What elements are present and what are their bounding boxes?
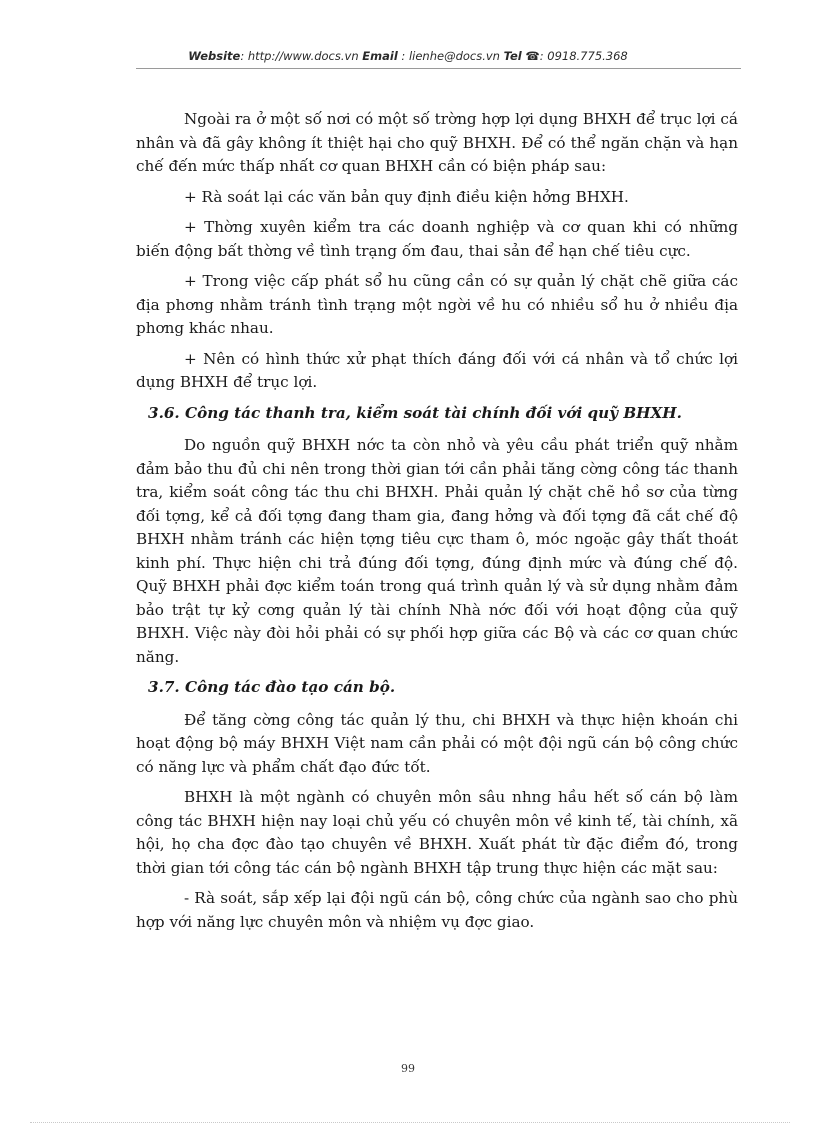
email-value: : lienhe@docs.vn	[401, 49, 500, 63]
document-body	[136, 108, 738, 941]
paragraph: Do nguồn quỹ BHXH nớc ta còn nhỏ và yêu cầu phát triển quỹ nhằm đảm bảo thu đủ chi nên trong thời gian tới cần phải tăng cờng công tác thanh tra, kiểm soát công tác thu chi BHXH. Phải quản lý chặt chẽ hồ sơ của từng đối tợng, kể cả đối tợng đang tham gia, đang hởng và đối tợng đã cắt chế độ BHXH nhằm tránh các hiện tợng tiêu cực tham ô, móc ngoặc gây thất thoát kinh phí. Thực hiện chi trả đúng đối tợng, đúng định mức và đúng chế độ. Quỹ BHXH phải đợc kiểm toán trong quá trình quản lý và sử dụng nhằm đảm bảo trật tự kỷ cơng quản lý tài chính Nhà nớc đối với hoạt động của quỹ BHXH. Việc này đòi hỏi phải có sự phối hợp giữa các Bộ và các cơ quan chức năng.	[136, 436, 738, 666]
list-item: + Trong việc cấp phát sổ hu cũng cần có sự quản lý chặt chẽ giữa các địa phơng nhằm tránh tình trạng một ngời về hu có nhiều sổ hu ở nhiều địa phơng khác nhau.	[136, 272, 738, 337]
tel-label: Tel	[503, 49, 522, 63]
paragraph: BHXH là một ngành có chuyên môn sâu nhng hầu hết số cán bộ làm công tác BHXH hiện nay loại chủ yếu có chuyên môn về kinh tế, tài chính, xã hội, họ cha đợc đào tạo chuyên về BHXH. Xuất phát từ đặc điểm đó, trong thời gian tới công tác cán bộ ngành BHXH tập trung thực hiện các mặt sau:	[136, 788, 738, 877]
list-item: - Rà soát, sắp xếp lại đội ngũ cán bộ, công chức của ngành sao cho phù hợp với năng lực chuyên môn và nhiệm vụ đợc giao.	[136, 889, 738, 931]
header-divider	[136, 68, 741, 69]
tel-value: : 0918.775.368	[539, 49, 628, 63]
website-value: : http://www.docs.vn	[240, 49, 359, 63]
section-heading: 3.7. Công tác đào tạo cán bộ.	[148, 678, 396, 696]
phone-icon: ☎	[525, 49, 540, 63]
section-heading: 3.6. Công tác thanh tra, kiểm soát tài chính đối với quỹ BHXH.	[148, 403, 682, 422]
page-header	[0, 49, 816, 63]
list-item: + Nên có hình thức xử phạt thích đáng đối với cá nhân và tổ chức lợi dụng BHXH để trục lợi.	[136, 349, 738, 391]
page-number: 99	[401, 1062, 415, 1075]
website-label: Website	[188, 49, 241, 63]
paragraph: Để tăng cờng công tác quản lý thu, chi BHXH và thực hiện khoán chi hoạt động bộ máy BHXH Việt nam cần phải có một đội ngũ cán bộ công chức có năng lực và phẩm chất đạo đức tốt.	[136, 710, 738, 776]
list-item: + Thờng xuyên kiểm tra các doanh nghiệp và cơ quan khi có những biến động bất thờng về tình trạng ốm đau, thai sản để hạn chế tiêu cực.	[136, 218, 738, 260]
paragraph: Ngoài ra ở một số nơi có một số trờng hợp lợi dụng BHXH để trục lợi cá nhân và đã gây không ít thiệt hại cho quỹ BHXH. Để có thể ngăn chặn và hạn chế đến mức thấp nhất cơ quan BHXH cần có biện pháp sau:	[136, 110, 738, 175]
list-item: + Rà soát lại các văn bản quy định điều kiện hởng BHXH.	[184, 187, 629, 206]
email-label: Email	[362, 49, 398, 63]
